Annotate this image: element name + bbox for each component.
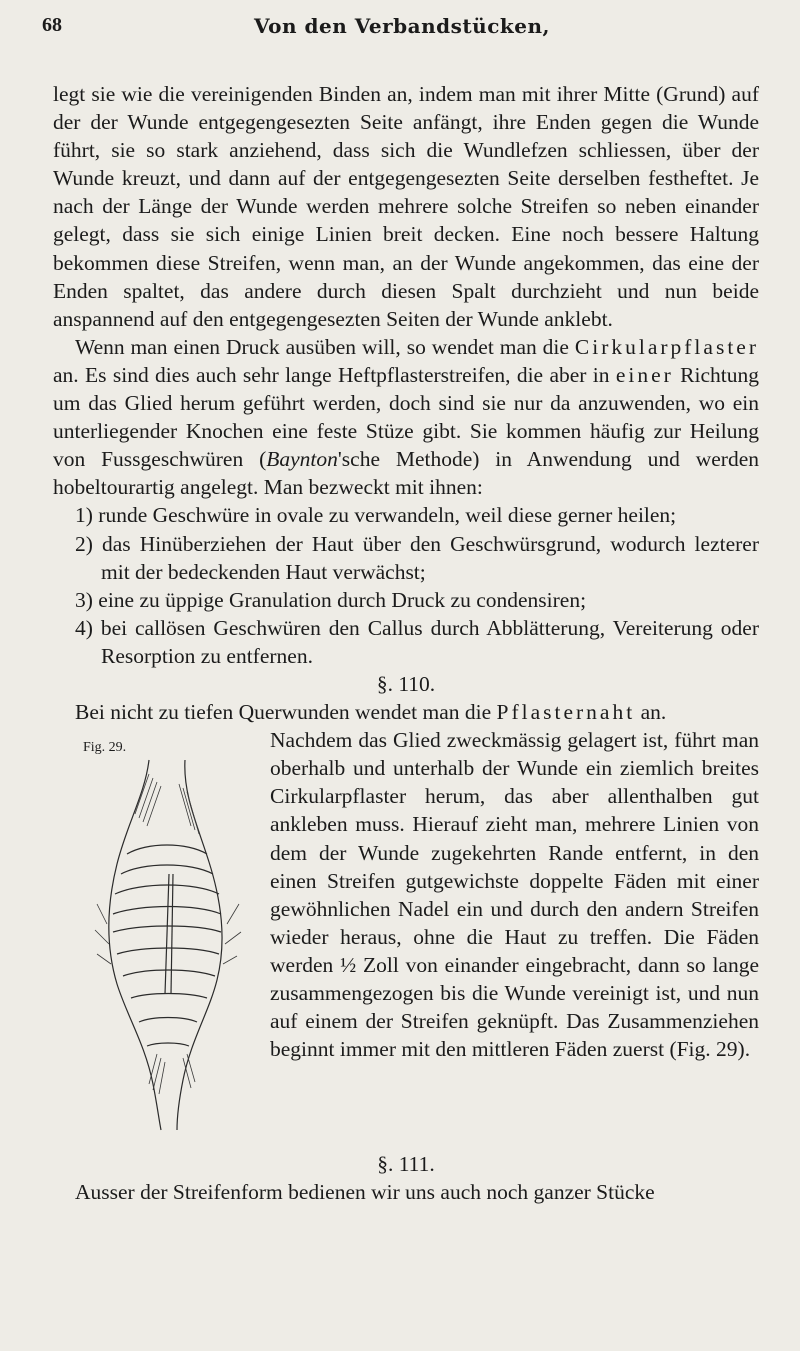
p2-text-a: Wenn man einen Druck ausüben will, so wendet man die (75, 334, 575, 359)
list-item: 1) runde Geschwüre in ovale zu verwandeln, weil diese gerner heilen; (75, 503, 677, 528)
term-einer: einer (615, 362, 674, 387)
figure-block (53, 726, 759, 1150)
list-item: 2) das Hinüberziehen der Haut über den Geschwürsgrund, wodurch lezterer mit der bedeckenden Haut verwächst; (75, 531, 759, 584)
name-baynton: Baynton (266, 447, 338, 472)
bandaged-limb-illustration (87, 754, 257, 1134)
list-item: 3) eine zu üppige Granulation durch Druck zu condensiren; (75, 587, 587, 612)
section-heading-110: §. 110. (376, 671, 436, 696)
p2-text-b: an. Es sind dies auch sehr lange Heftpflasterstreifen, die aber in (53, 362, 616, 387)
section-110-lead (53, 698, 759, 726)
lead-text-a: Bei nicht zu tiefen Querwunden wendet man die (75, 700, 497, 725)
purpose-list (53, 501, 759, 670)
section-110-body: Nachdem das Glied zweckmässig gelagert ist, führt man oberhalb und unterhalb der Wunde ein ziemlich breites Cirkularpflaster herum, das aber allenthalben gut ankleben muss. Hierauf zieht man, mehrere Linien von dem der Wunde zugekehrten Rande entfernt, in den einen Streifen gutgewichste doppelte Fäden mit einer gewöhnlichen Nadel ein und durch den andern Streifen wieder heraus, ohne die Haut zu treffen. Die Fäden werden ½ Zoll von einander eingebracht, dann so lange zusammengezogen bis die Wunde vereinigt ist, und nun auf einem der Streifen geknüpft. Das Zusammenziehen beginnt immer mit den mittleren Fäden zuerst (Fig. 29). (270, 728, 759, 1062)
list-item: 4) bei callösen Geschwüren den Callus durch Abblätterung, Vereiterung oder Resorption zu entfernen. (75, 615, 759, 668)
p2-text-c: Richtung um das Glied herum geführt werden, doch sind sie nur da anzuwenden, wo ein unterliegender Knochen eine feste Stüze gibt. Sie kommen häufig zur Heilung von Fussgeschwüren ( (53, 362, 759, 472)
p2-text-d: 'sche Methode) in Anwendung und werden hobeltourartig angelegt. Man bezweckt mit ihnen: (53, 447, 759, 500)
figure-side-text (270, 726, 759, 1063)
running-title: Von den Verbandstücken, (254, 14, 550, 38)
figure-29 (79, 726, 259, 1146)
paragraph-1: legt sie wie die vereinigenden Binden an, indem man mit ihrer Mitte (Grund) auf der der Wunde entgegengesezten Seite anfängt, ihre Enden gegen die Wunde führt, sie so stark anziehend, dass sich die Wundlefzen schliessen, über der Wunde kreuzt, und dann auf der entgegengesezten Seite derselben festheftet. Je nach der Länge der Wunde werden mehrere solche Streifen so neben einander gelegt, dass sie sich einige Linien breit decken. Eine noch bessere Haltung bekommen diese Streifen, wenn man, an der Wunde angekommen, das eine der Enden spaltet, das andere durch diesen Spalt durchzieht und nun beide anspannend auf den entgegengesezten Seiten der Wunde anklebt. (53, 82, 759, 331)
term-pflasternaht: Pflasternaht (496, 700, 636, 725)
lead-text-b: an. (635, 700, 667, 725)
running-header (42, 14, 742, 44)
section-heading-111: §. 111. (377, 1152, 435, 1177)
body-text (53, 80, 759, 1206)
page-number: 68 (42, 14, 62, 36)
section-111-body: Ausser der Streifenform bedienen wir uns auch noch ganzer Stücke (75, 1180, 655, 1205)
term-cirkularpflaster: Cirkularpflaster (574, 334, 759, 359)
paragraph-2 (53, 333, 759, 502)
figure-label: Fig. 29. (83, 740, 127, 756)
